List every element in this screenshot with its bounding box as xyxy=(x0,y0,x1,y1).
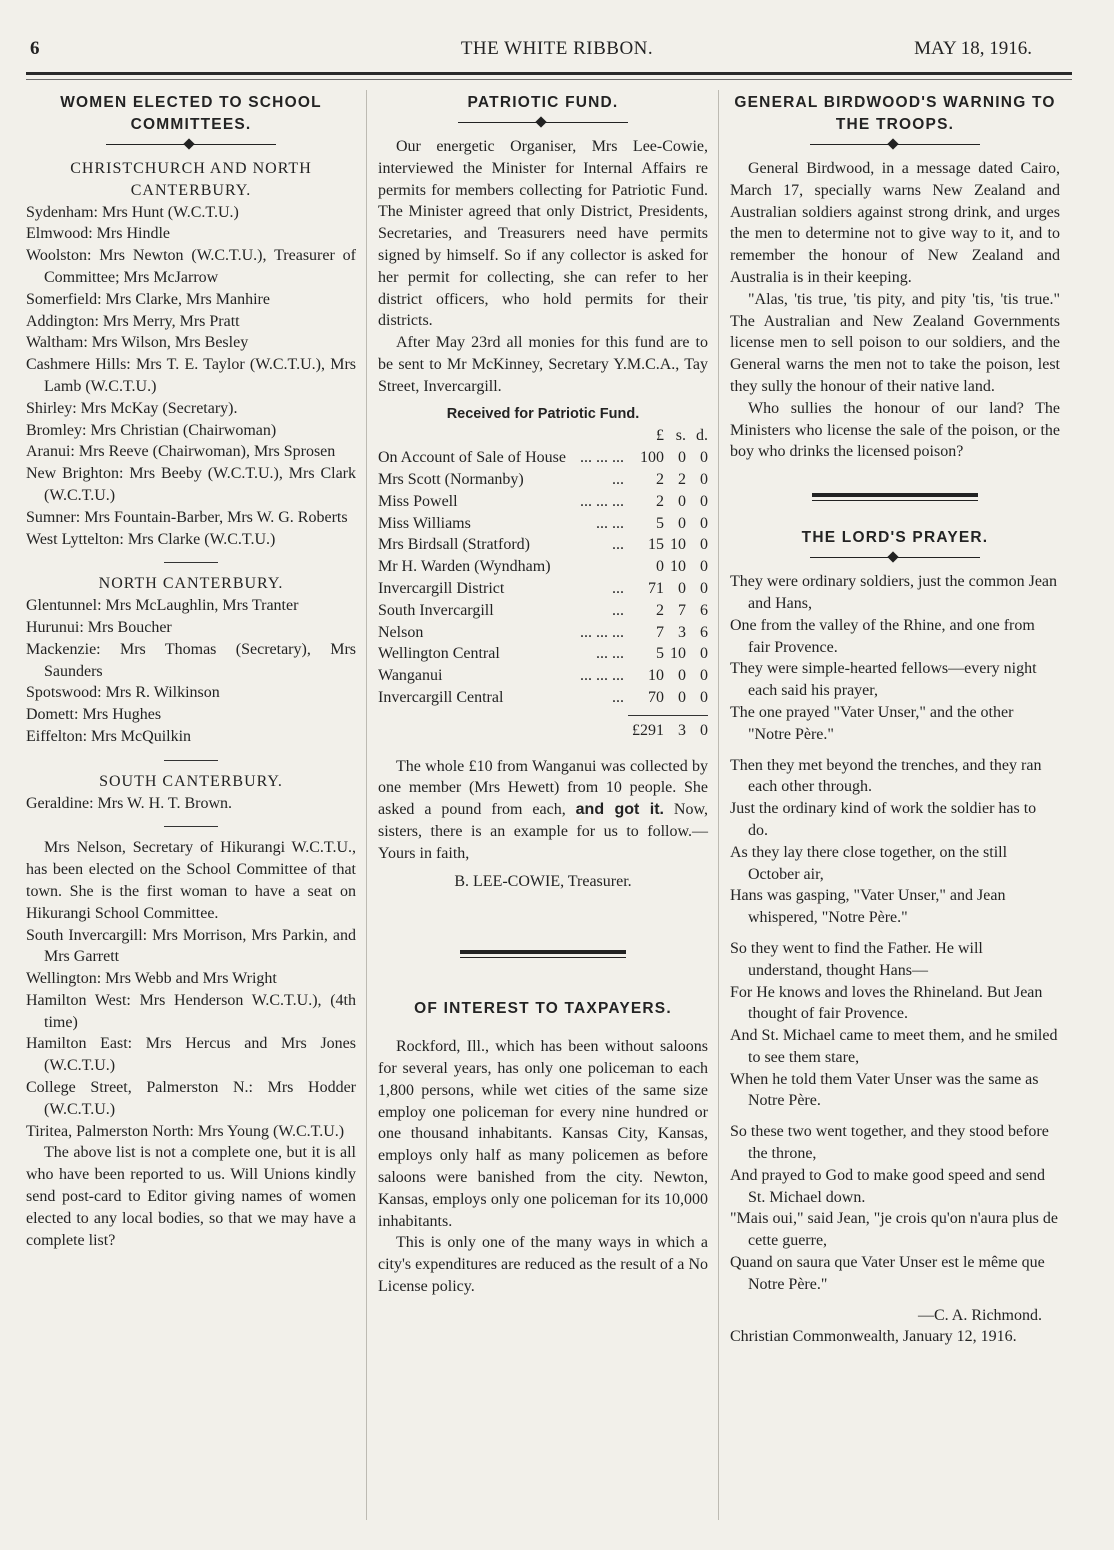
article-title: GENERAL BIRDWOOD'S WARNING TO THE TROOPS. xyxy=(734,94,1056,133)
poem-line: One from the valley of the Rhine, and one from fair Provence. xyxy=(730,616,1035,656)
fund-name: Invercargill Central xyxy=(378,688,504,706)
table-row xyxy=(378,447,708,469)
poem-stanza xyxy=(730,938,1060,1112)
paragraph: Who sullies the honour of our land? The Ministers who license the sale of the poison, or the boy who drinks the licensed poison? xyxy=(730,399,1060,461)
fund-name: South Invercargill xyxy=(378,601,494,619)
section-rule xyxy=(460,950,626,958)
fund-name: Wanganui xyxy=(378,667,443,685)
poem-source: Christian Commonwealth, January 12, 1916. xyxy=(730,1328,1017,1346)
article-title: OF INTEREST TO TAXPAYERS. xyxy=(414,1000,672,1018)
leader-dots: ... xyxy=(612,470,624,488)
section-divider xyxy=(164,760,218,761)
fund-table-title: Received for Patriotic Fund. xyxy=(446,405,640,422)
list-item: Hamilton West: Mrs Henderson W.C.T.U.), (4th time) xyxy=(26,991,356,1031)
fund-row-label xyxy=(378,513,630,535)
entry-list xyxy=(26,202,356,551)
fund-name: Invercargill District xyxy=(378,579,505,597)
table-row xyxy=(378,578,708,600)
fund-pounds: 100 xyxy=(640,449,664,467)
list-item: Spotswood: Mrs R. Wilkinson xyxy=(26,684,220,702)
fund-pounds: 2 xyxy=(656,470,664,488)
list-item: Glentunnel: Mrs McLaughlin, Mrs Tranter xyxy=(26,597,299,615)
ornament-divider xyxy=(106,138,276,152)
ornament-divider xyxy=(458,116,628,130)
fund-pence: 0 xyxy=(700,558,708,576)
fund-pence: 0 xyxy=(700,470,708,488)
table-row xyxy=(378,469,708,491)
fund-pence: 0 xyxy=(700,492,708,510)
paragraph: This is only one of the many ways in which a city's expenditures are reduced as the result of a No License policy. xyxy=(378,1234,708,1296)
table-row xyxy=(378,600,708,622)
list-item: Shirley: Mrs McKay (Secretary). xyxy=(26,399,238,417)
list-item: Sumner: Mrs Fountain-Barber, Mrs W. G. Roberts xyxy=(26,508,348,526)
fund-shillings: 0 xyxy=(678,492,686,510)
column-header: £ xyxy=(656,427,664,445)
leader-dots: ... xyxy=(612,536,624,554)
fund-pence: 0 xyxy=(700,688,708,706)
leader-dots: ... ... xyxy=(596,514,624,532)
fund-pounds: 10 xyxy=(648,667,664,685)
ornament-divider xyxy=(810,138,980,152)
leader-dots: ... ... ... xyxy=(580,449,624,467)
list-item: Sydenham: Mrs Hunt (W.C.T.U.) xyxy=(26,203,239,221)
fund-pence: 0 xyxy=(700,536,708,554)
fund-name: Wellington Central xyxy=(378,645,500,663)
paragraph: General Birdwood, in a message dated Cairo, March 17, specially warns New Zealand and Australian soldiers against strong drink, and urges the men to determine not to give way to it, and to remember the honour of New Zealand and Australia is in their keeping. xyxy=(730,160,1060,286)
total-pence: 0 xyxy=(700,721,708,739)
section-title: SOUTH CANTERBURY. xyxy=(99,772,283,790)
list-item: Bromley: Mrs Christian (Chairwoman) xyxy=(26,421,277,439)
paragraph: "Alas, 'tis true, 'tis pity, and pity 'tis, 'tis true." The Australian and New Zealand Governments license men to sell poison to our soldiers, and the General warns the men not to take the poison, lest they sully the honour of their native land. xyxy=(730,290,1060,395)
column-header: s. xyxy=(675,427,686,445)
section-title: NORTH CANTERBURY. xyxy=(98,575,284,593)
fund-pence: 6 xyxy=(700,623,708,641)
fund-row-label xyxy=(378,556,630,578)
list-item: Tiritea, Palmerston North: Mrs Young (W.C.T.U.) xyxy=(26,1122,345,1140)
fund-name: Miss Williams xyxy=(378,514,471,532)
article-title: PATRIOTIC FUND. xyxy=(467,94,619,111)
fund-pence: 6 xyxy=(700,601,708,619)
entry-list xyxy=(26,595,356,748)
fund-row-label xyxy=(378,491,630,513)
list-item: Domett: Mrs Hughes xyxy=(26,706,162,724)
fund-shillings: 7 xyxy=(678,601,686,619)
fund-pence: 0 xyxy=(700,514,708,532)
table-row xyxy=(378,622,708,644)
table-row xyxy=(378,665,708,687)
fund-name: Mrs Birdsall (Stratford) xyxy=(378,536,530,554)
column-divider xyxy=(366,90,367,1520)
fund-shillings: 2 xyxy=(678,470,686,488)
fund-pence: 0 xyxy=(700,579,708,597)
fund-pounds: 70 xyxy=(648,688,664,706)
table-row xyxy=(378,513,708,535)
fund-row-label xyxy=(378,447,630,469)
poem-author: —C. A. Richmond. xyxy=(917,1306,1042,1324)
text-run: The whole £10 from Wanganui was collected by one member (Mrs Hewett) from 10 people. She asked a pound from each, xyxy=(378,757,708,819)
column-school-committees xyxy=(26,92,356,1251)
poem-line: Hans was gasping, "Vater Unser," and Jean whispered, "Notre Père." xyxy=(730,887,1006,927)
leader-dots: ... ... ... xyxy=(580,667,624,685)
poem-line: "Mais oui," said Jean, "je crois qu'on n'aura plus de cette guerre, xyxy=(730,1210,1058,1250)
text-run: Now, sisters, there is an example for us to follow.—Yours in faith, xyxy=(378,801,708,862)
table-row xyxy=(378,687,708,709)
fund-name: Mr H. Warden (Wyndham) xyxy=(378,558,551,576)
fund-shillings: 10 xyxy=(670,645,686,663)
leader-dots: ... xyxy=(612,688,624,706)
poem xyxy=(730,571,1060,1296)
list-item: New Brighton: Mrs Beeby (W.C.T.U.), Mrs Clark (W.C.T.U.) xyxy=(26,465,356,504)
poem-line: Just the ordinary kind of work the soldier has to do. xyxy=(730,800,1037,839)
leader-dots: ... ... xyxy=(596,645,624,663)
table-row xyxy=(378,491,708,513)
fund-row-label xyxy=(378,534,630,556)
list-item: Cashmere Hills: Mrs T. E. Taylor (W.C.T.U.), Mrs Lamb (W.C.T.U.) xyxy=(26,356,356,395)
paragraph xyxy=(378,756,708,865)
fund-name: On Account of Sale of House xyxy=(378,449,566,467)
list-item: West Lyttelton: Mrs Clarke (W.C.T.U.) xyxy=(26,530,276,548)
table-row xyxy=(378,556,708,578)
article-title: WOMEN ELECTED TO SCHOOL COMMITTEES. xyxy=(60,94,322,133)
column-patriotic-fund xyxy=(378,92,708,1298)
fund-row-label xyxy=(378,643,630,665)
fund-name: Miss Powell xyxy=(378,492,458,510)
fund-pence: 0 xyxy=(700,449,708,467)
list-item: Wellington: Mrs Webb and Mrs Wright xyxy=(26,970,277,988)
poem-stanza xyxy=(730,755,1060,929)
fund-pounds: 15 xyxy=(648,536,664,554)
paragraph: The above list is not a complete one, but it is all who have been reported to us. Will Unions kindly send post-card to Editor giving names of women elected to any local bodies, so that we may have a complete list? xyxy=(26,1144,356,1249)
page-header xyxy=(0,34,1114,68)
total-shillings: 3 xyxy=(678,721,686,739)
column-header: d. xyxy=(696,427,708,445)
list-item: Woolston: Mrs Newton (W.C.T.U.), Treasurer of Committee; Mrs McJarrow xyxy=(26,247,356,286)
total-rule xyxy=(628,715,708,716)
header-rule-thin xyxy=(26,79,1072,80)
poem-stanza xyxy=(730,1121,1060,1295)
poem-line: And St. Michael came to meet them, and he smiled to see them stare, xyxy=(730,1027,1058,1066)
poem-line: Quand on saura que Vater Unser est le même que Notre Père." xyxy=(730,1254,1045,1293)
entry-list xyxy=(26,925,356,1143)
table-row xyxy=(378,534,708,556)
emphasis-text: and got it. xyxy=(575,801,664,819)
poem-line: When he told them Vater Unser was the same as Notre Père. xyxy=(730,1070,1039,1110)
poem-line: And prayed to God to make good speed and send St. Michael down. xyxy=(730,1166,1046,1206)
section-divider xyxy=(164,562,218,563)
paragraph: Rockford, Ill., which has been without saloons for several years, has only one policeman to each 1,800 persons, while wet cities of the same size employ one policeman for every nine hundred or one thousand inhabitants. Kansas City, Kansas, employs only half as many policemen as before saloons were banished from the city. Newton, Kansas, employs only one policeman for its 10,000 inhabitants. xyxy=(378,1038,708,1230)
fund-shillings: 0 xyxy=(678,667,686,685)
paragraph: After May 23rd all monies for this fund are to be sent to Mr McKinney, Secretary Y.M.C.A., Tay Street, Invercargill. xyxy=(378,334,708,395)
fund-shillings: 0 xyxy=(678,579,686,597)
table-row xyxy=(378,643,708,665)
poem-stanza xyxy=(730,571,1060,745)
column-divider xyxy=(718,90,719,1520)
list-item: Hurunui: Mrs Boucher xyxy=(26,618,172,636)
poem-line: They were simple-hearted fellows—every night each said his prayer, xyxy=(730,660,1037,700)
list-item: South Invercargill: Mrs Morrison, Mrs Parkin, and Mrs Garrett xyxy=(26,926,356,966)
page-number: 6 xyxy=(30,38,40,59)
list-item: Aranui: Mrs Reeve (Chairwoman), Mrs Sprosen xyxy=(26,443,336,461)
fund-name: Nelson xyxy=(378,623,424,641)
fund-pounds: 5 xyxy=(656,645,664,663)
fund-pounds: 0 xyxy=(656,558,664,576)
poem-line: As they lay there close together, on the still October air, xyxy=(730,843,1008,883)
paragraph: Our energetic Organiser, Mrs Lee-Cowie, interviewed the Minister for Internal Affairs re permits for members collecting for Patriotic Fund. The Minister agreed that only District, Presidents, Secretaries, and Treasurers need have permits signed by himself. So if any collector is asked for her permit for collecting, she can refer to her district officers, who hold permits for their districts. xyxy=(378,138,708,330)
total-pounds: £291 xyxy=(632,721,664,739)
fund-row-label xyxy=(378,600,630,622)
header-rule xyxy=(26,72,1072,75)
article-title: THE LORD'S PRAYER. xyxy=(801,529,989,547)
fund-pounds: 5 xyxy=(656,514,664,532)
leader-dots: ... xyxy=(612,601,624,619)
list-item: College Street, Palmerston N.: Mrs Hodder (W.C.T.U.) xyxy=(26,1079,356,1118)
poem-line: Then they met beyond the trenches, and they ran each other through. xyxy=(730,756,1042,796)
fund-pence: 0 xyxy=(700,645,708,663)
list-item: Mackenzie: Mrs Thomas (Secretary), Mrs Saunders xyxy=(26,640,356,680)
publication-title: THE WHITE RIBBON. xyxy=(460,38,654,59)
fund-pounds: 71 xyxy=(648,579,664,597)
list-item: Somerfield: Mrs Clarke, Mrs Manhire xyxy=(26,290,270,308)
list-item: Hamilton East: Mrs Hercus and Mrs Jones (W.C.T.U.) xyxy=(26,1035,356,1075)
section-rule xyxy=(812,493,978,501)
fund-shillings: 0 xyxy=(678,449,686,467)
fund-pounds: 2 xyxy=(656,601,664,619)
poem-line: They were ordinary soldiers, just the common Jean and Hans, xyxy=(730,573,1058,612)
section-title: CHRISTCHURCH AND NORTH CANTERBURY. xyxy=(70,160,312,199)
entry-list xyxy=(26,793,356,815)
fund-shillings: 0 xyxy=(678,514,686,532)
fund-row-label xyxy=(378,665,630,687)
fund-pounds: 2 xyxy=(656,492,664,510)
signature: B. LEE-COWIE, Treasurer. xyxy=(454,872,632,890)
fund-pence: 0 xyxy=(700,667,708,685)
fund-shillings: 3 xyxy=(678,623,686,641)
list-item: Elmwood: Mrs Hindle xyxy=(26,225,170,243)
poem-line: The one prayed "Vater Unser," and the other "Notre Père." xyxy=(730,703,1014,743)
poem-line: For He knows and loves the Rhineland. But Jean thought of fair Provence. xyxy=(730,983,1043,1023)
fund-shillings: 0 xyxy=(678,688,686,706)
leader-dots: ... ... ... xyxy=(580,623,624,641)
ornament-divider xyxy=(810,551,980,565)
leader-dots: ... xyxy=(612,579,624,597)
total-row xyxy=(378,720,708,742)
list-item: Geraldine: Mrs W. H. T. Brown. xyxy=(26,794,233,812)
fund-table xyxy=(378,425,708,708)
list-item: Eiffelton: Mrs McQuilkin xyxy=(26,727,192,745)
fund-row-label xyxy=(378,469,630,491)
leader-dots: ... ... ... xyxy=(580,492,624,510)
fund-row-label xyxy=(378,578,630,600)
fund-shillings: 10 xyxy=(670,536,686,554)
poem-line: So these two went together, and they stood before the throne, xyxy=(730,1123,1049,1163)
list-item: Addington: Mrs Merry, Mrs Pratt xyxy=(26,312,240,330)
fund-shillings: 10 xyxy=(670,558,686,576)
column-birdwood xyxy=(730,92,1060,1348)
poem-line: So they went to find the Father. He will understand, thought Hans— xyxy=(730,939,983,979)
table-header-row xyxy=(378,425,708,447)
section-divider xyxy=(164,826,218,827)
fund-pounds: 7 xyxy=(656,623,664,641)
paragraph: Mrs Nelson, Secretary of Hikurangi W.C.T.U., has been elected on the School Committee of that town. She is the first woman to have a seat on Hikurangi School Committee. xyxy=(26,839,356,922)
fund-row-label xyxy=(378,622,630,644)
fund-row-label xyxy=(378,687,630,709)
list-item: Waltham: Mrs Wilson, Mrs Besley xyxy=(26,334,249,352)
fund-name: Mrs Scott (Normanby) xyxy=(378,470,524,488)
fund-total xyxy=(378,720,708,742)
issue-date: MAY 18, 1916. xyxy=(914,38,1032,59)
